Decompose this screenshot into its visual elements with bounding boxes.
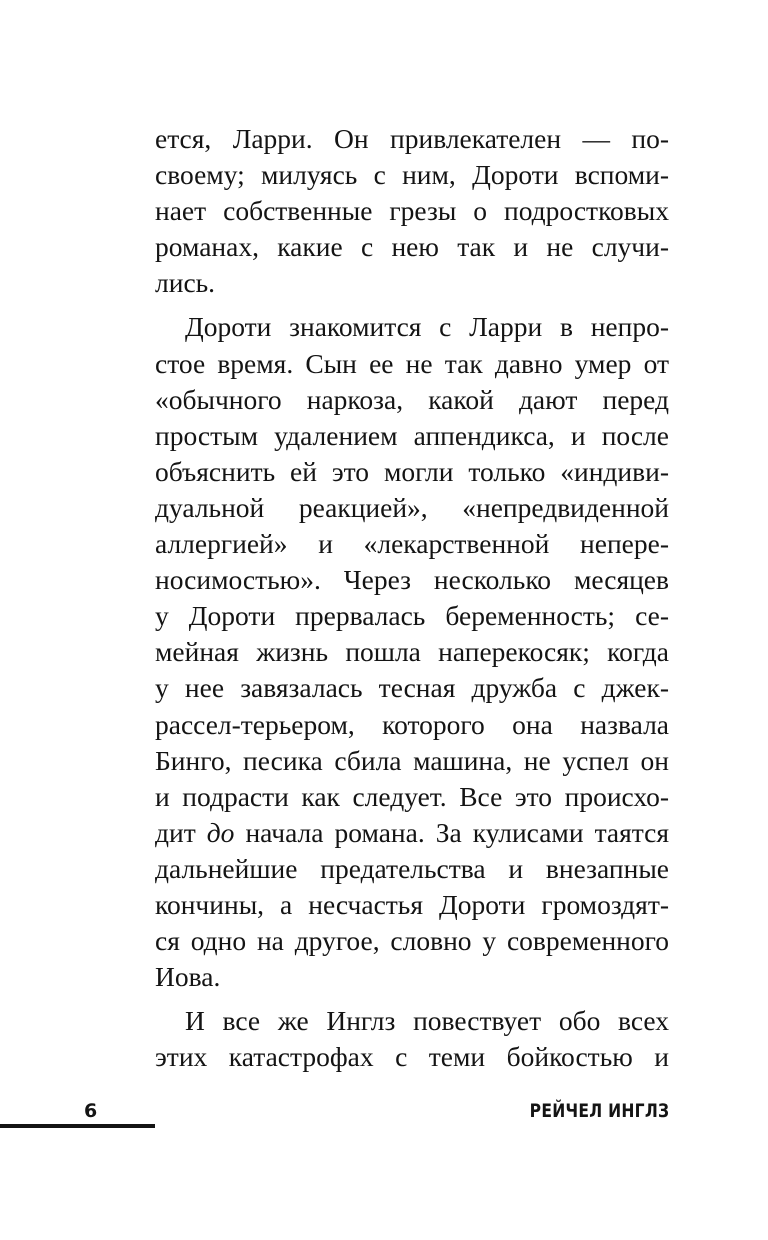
text-line: у Дороти прервалась беременность; се- (155, 600, 669, 632)
text-line: ся одно на другое, словно у современного (155, 925, 669, 957)
text-line: лись. (155, 267, 216, 299)
italic-word: до (206, 816, 235, 848)
text-line: романах, какие с нею так и не случи- (155, 231, 669, 263)
text-line: дальнейшие предательства и внезапные (155, 852, 669, 884)
text-line: мейная жизнь пошла наперекосяк; когда (155, 636, 669, 668)
text-line: Бинго, песика сбила машина, не успел он (155, 744, 669, 776)
text-line: «обычного наркоза, какой дают перед (155, 383, 669, 415)
text-line: носимостью». Через несколько месяцев (155, 564, 669, 596)
text-line: аллергией» и «лекарственной непере- (155, 528, 669, 560)
line-text-after: начала романа. За кулисами таятся (234, 816, 669, 848)
text-line: этих катастрофах с теми бойкостью и (155, 1041, 669, 1073)
text-line: ется, Ларри. Он привлекателен — по- (155, 123, 669, 154)
paragraph-3 (155, 1003, 669, 1075)
text-line: Иова. (155, 961, 221, 993)
text-line: стое время. Сын ее не так давно умер от (155, 347, 669, 379)
text-line: нает собственные грезы о подростковых (155, 195, 669, 227)
footer-rule (0, 1124, 155, 1128)
text-line: объяснить ей это могли только «индиви- (155, 455, 669, 487)
paragraph-1 (155, 121, 669, 301)
text-line: дуальной реакцией», «непредвиденной (155, 491, 669, 523)
text-line: своему; милуясь с ним, Дороти вспоми- (155, 159, 669, 191)
text-line: кончины, а несчастья Дороти громоздят- (155, 888, 669, 920)
paragraph-gap (155, 301, 669, 309)
paragraph-2 (155, 309, 669, 995)
body-text (155, 121, 669, 1075)
text-line: И все же Инглз повествует обо всех (185, 1005, 669, 1037)
text-line: Дороти знакомится с Ларри в непро- (185, 311, 669, 343)
page-number: 6 (84, 1100, 98, 1122)
text-line-with-italic (155, 815, 669, 851)
paragraph-gap (155, 995, 669, 1003)
text-line: простым удалением аппендикса, и после (155, 419, 669, 451)
running-head-author: РЕЙЧЕЛ ИНГЛЗ (529, 1100, 669, 1122)
text-line: рассел-терьером, которого она назвала (155, 708, 669, 740)
line-text-before: дит (155, 816, 207, 848)
text-line: у нее завязалась тесная дружба с джек- (155, 672, 669, 704)
text-line: и подрасти как следует. Все это происхо- (155, 780, 669, 812)
